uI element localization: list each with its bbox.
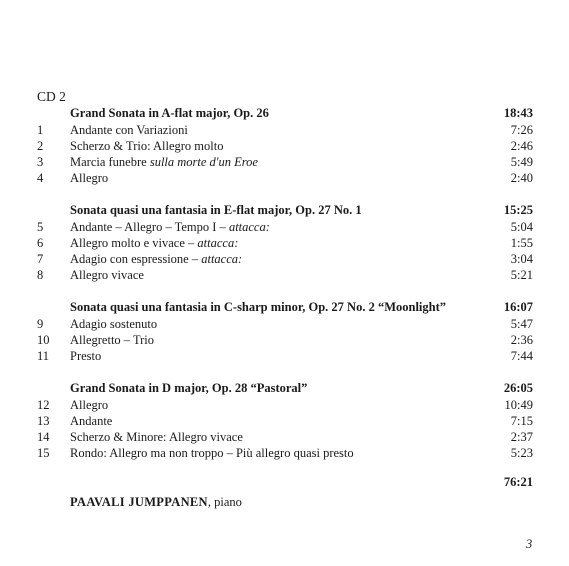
track-title-italic: attacca: (197, 236, 239, 250)
track-title: Marcia funebre sulla morte d'un Eroe (70, 155, 258, 169)
track-number: 6 (37, 236, 44, 250)
track-title: Allegretto – Trio (70, 333, 155, 347)
track-title: Andante – Allegro – Tempo I – attacca: (70, 220, 270, 234)
track-title: Andante (70, 414, 113, 428)
track-title: Allegro (70, 398, 109, 412)
works-list (37, 105, 533, 461)
work-heading (37, 380, 533, 397)
performer-credit (37, 493, 533, 511)
track-duration: 5:49 (510, 155, 533, 169)
track-duration: 2:40 (510, 171, 533, 185)
track-title: Adagio sostenuto (70, 317, 158, 331)
track-number: 4 (37, 171, 44, 185)
track-duration: 5:04 (510, 220, 533, 234)
track-title: Allegro (70, 171, 109, 185)
track-number: 11 (37, 349, 50, 363)
track-row (37, 445, 533, 461)
track-duration: 5:23 (510, 446, 533, 460)
track-duration: 1:55 (510, 236, 533, 250)
work-title: Sonata quasi una fantasia in C-sharp minor, Op. 27 No. 2 “Moonlight” (70, 300, 447, 314)
track-number: 1 (37, 123, 44, 137)
work-heading (37, 105, 533, 122)
track-number: 9 (37, 317, 44, 331)
track-number: 14 (37, 430, 50, 444)
track-title-italic: attacca: (228, 220, 270, 234)
track-row (37, 251, 533, 267)
track-duration: 2:46 (510, 139, 533, 153)
total-duration-row (37, 473, 533, 491)
tracklist (37, 88, 533, 511)
track-row (37, 267, 533, 283)
track-number: 8 (37, 268, 44, 282)
performer-name: PAAVALI JUMPPANEN, piano (70, 495, 242, 509)
page-number: 3 (526, 537, 533, 551)
work-duration: 18:43 (503, 106, 533, 120)
track-row (37, 413, 533, 429)
work-heading (37, 202, 533, 219)
track-title: Andante con Variazioni (70, 123, 188, 137)
track-number: 7 (37, 252, 44, 266)
work-duration: 16:07 (503, 300, 533, 314)
track-row (37, 397, 533, 413)
track-row (37, 348, 533, 364)
work-block (37, 380, 533, 461)
track-number: 5 (37, 220, 44, 234)
track-row (37, 122, 533, 138)
track-number: 12 (37, 398, 50, 412)
track-row (37, 138, 533, 154)
track-title: Adagio con espressione – attacca: (70, 252, 243, 266)
track-duration: 5:47 (510, 317, 533, 331)
track-duration: 7:26 (510, 123, 533, 137)
track-number: 2 (37, 139, 44, 153)
track-row (37, 219, 533, 235)
track-title: Rondo: Allegro ma non troppo – Più allegro quasi presto (70, 446, 354, 460)
track-duration: 10:49 (504, 398, 533, 412)
track-duration: 2:37 (510, 430, 533, 444)
track-row (37, 235, 533, 251)
track-title: Scherzo & Trio: Allegro molto (70, 139, 224, 153)
track-number: 13 (37, 414, 50, 428)
work-title: Grand Sonata in D major, Op. 28 “Pastoral” (70, 381, 308, 395)
track-row (37, 316, 533, 332)
work-block (37, 202, 533, 283)
performer-role: , piano (207, 495, 242, 509)
track-row (37, 170, 533, 186)
track-title: Scherzo & Minore: Allegro vivace (70, 430, 243, 444)
track-duration: 3:04 (510, 252, 533, 266)
work-block (37, 105, 533, 186)
track-duration: 5:21 (510, 268, 533, 282)
track-number: 10 (37, 333, 50, 347)
track-number: 15 (37, 446, 50, 460)
work-heading (37, 299, 533, 316)
work-duration: 26:05 (503, 381, 533, 395)
track-title: Allegro molto e vivace – attacca: (70, 236, 239, 250)
track-row (37, 154, 533, 170)
work-title: Grand Sonata in A-flat major, Op. 26 (70, 106, 269, 120)
work-title: Sonata quasi una fantasia in E-flat major, Op. 27 No. 1 (70, 203, 362, 217)
cd-label: CD 2 (37, 89, 66, 104)
track-title-italic: sulla morte d'un Eroe (149, 155, 258, 169)
track-duration: 2:36 (510, 333, 533, 347)
track-duration: 7:15 (510, 414, 533, 428)
track-number: 3 (37, 155, 44, 169)
track-row (37, 332, 533, 348)
work-block (37, 299, 533, 364)
track-title-italic: attacca: (201, 252, 243, 266)
track-title: Allegro vivace (70, 268, 144, 282)
work-duration: 15:25 (503, 203, 533, 217)
total-duration: 76:21 (503, 475, 533, 489)
track-duration: 7:44 (510, 349, 533, 363)
track-row (37, 429, 533, 445)
track-title: Presto (70, 349, 102, 363)
